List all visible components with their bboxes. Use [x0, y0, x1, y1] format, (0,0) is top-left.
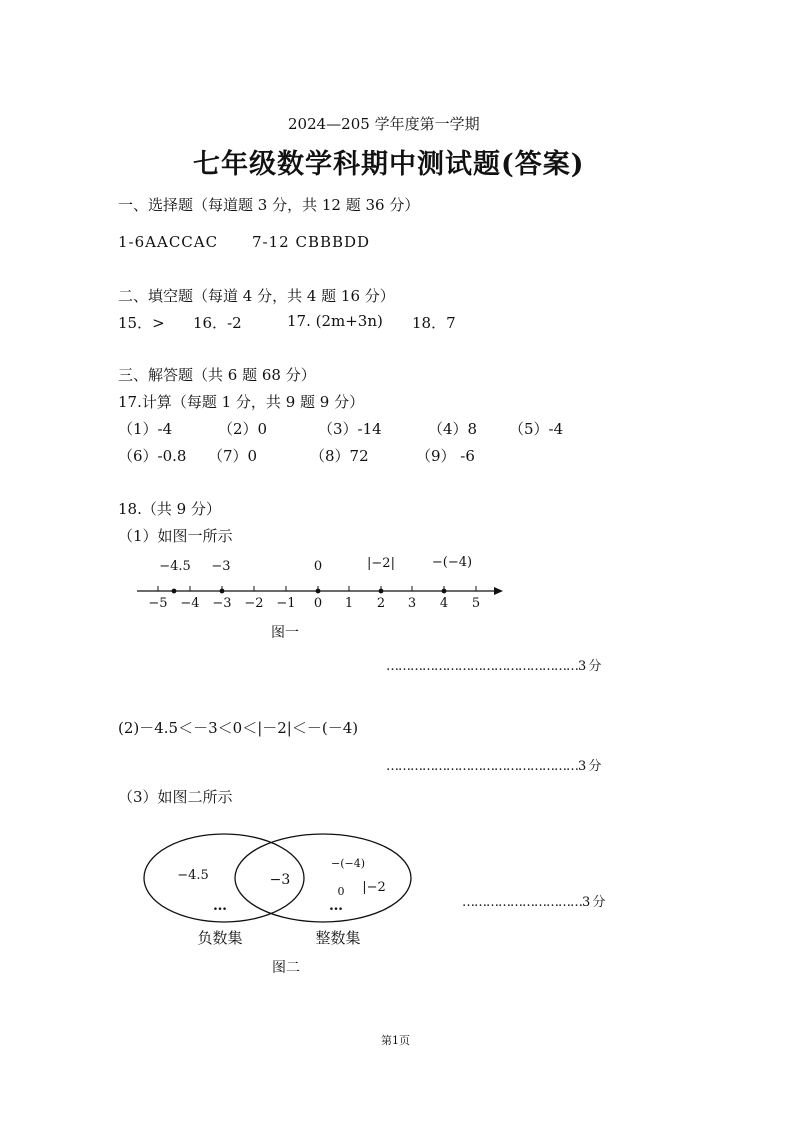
point-label: −(−4) [431, 555, 473, 570]
venn-right-value: 0 [337, 885, 345, 898]
point-marker [316, 589, 321, 594]
negative-set-ellipse [144, 834, 304, 922]
figure1-caption: 图一 [271, 625, 299, 641]
q17-answer: （6）-0.8 [118, 447, 187, 465]
score-line-3: …………………………3 分 [462, 895, 605, 910]
fill-answer-15: 15．> [118, 314, 165, 332]
fill-answer-17: 17. (2m+3n) [287, 312, 383, 330]
tick-label: −3 [212, 596, 232, 611]
fill-answer-16: 16．-2 [193, 314, 242, 332]
tick-label: −1 [276, 596, 296, 611]
figure2-caption: 图二 [272, 960, 300, 976]
point-marker [379, 589, 384, 594]
venn-right-value: |−2 [362, 880, 386, 895]
section1-heading: 一、选择题（每道题 3 分，共 12 题 36 分） [118, 196, 420, 214]
tick-label: 5 [471, 596, 481, 611]
tick-label: 4 [439, 596, 449, 611]
tick-label: 1 [344, 596, 354, 611]
year-line: 2024—205 学年度第一学期 [288, 115, 480, 133]
number-line-ticks [158, 586, 476, 591]
q17-answer: （5）-4 [509, 420, 564, 438]
venn-right-value: −(−4) [330, 857, 366, 870]
tick-label: −4 [180, 596, 200, 611]
point-marker [220, 589, 225, 594]
section1-answers-a: 1-6AACCAC [118, 233, 219, 251]
q18-part1: （1）如图一所示 [118, 527, 233, 545]
point-label: −4.5 [159, 559, 191, 574]
q17-answer: （4）8 [428, 420, 478, 438]
tick-label: −2 [244, 596, 264, 611]
q17-answer: （8）72 [310, 447, 369, 465]
venn-ellipsis: … [329, 898, 343, 914]
point-label: |−2| [367, 556, 395, 571]
venn-intersection-value: −3 [269, 872, 291, 888]
score-line-1: …………………………………………3 分 [386, 659, 601, 674]
tick-label: −5 [148, 596, 168, 611]
q17-answer: （2）0 [218, 420, 268, 438]
tick-label: 3 [407, 596, 417, 611]
fill-answer-18: 18．7 [412, 314, 456, 332]
venn-right-label: 整数集 [315, 929, 361, 947]
q18-part2: (2)－4.5＜－3＜0＜|－2|＜－(－4) [118, 719, 359, 737]
point-label: 0 [313, 559, 323, 574]
q17-answer: （3）-14 [318, 420, 382, 438]
page-title: 七年级数学科期中测试题(答案) [193, 149, 585, 180]
section1-answers-b: 7-12 CBBBDD [252, 233, 371, 251]
page-number: 第1页 [381, 1034, 410, 1047]
section3-heading: 三、解答题（共 6 题 68 分） [118, 366, 316, 384]
score-line-2: …………………………………………3 分 [386, 759, 601, 774]
integer-set-ellipse [235, 834, 411, 922]
q17-answer: （9） -6 [416, 447, 475, 465]
q18-heading: 18.（共 9 分） [118, 500, 221, 518]
venn-ellipsis: … [213, 898, 227, 914]
point-label: −3 [211, 559, 231, 574]
section2-heading: 二、填空题（每道 4 分，共 4 题 16 分） [118, 287, 395, 305]
q17-answer: （7）0 [208, 447, 258, 465]
q18-part3: （3）如图二所示 [118, 788, 233, 806]
point-marker [442, 589, 447, 594]
venn-left-label: 负数集 [197, 929, 243, 947]
tick-label: 0 [313, 596, 323, 611]
tick-label: 2 [376, 596, 386, 611]
number-line-arrow [494, 587, 503, 595]
q17-heading: 17.计算（每题 1 分，共 9 题 9 分） [118, 393, 365, 411]
point-marker [172, 589, 177, 594]
q17-answer: （1）-4 [118, 420, 173, 438]
venn-left-value: −4.5 [177, 868, 209, 883]
